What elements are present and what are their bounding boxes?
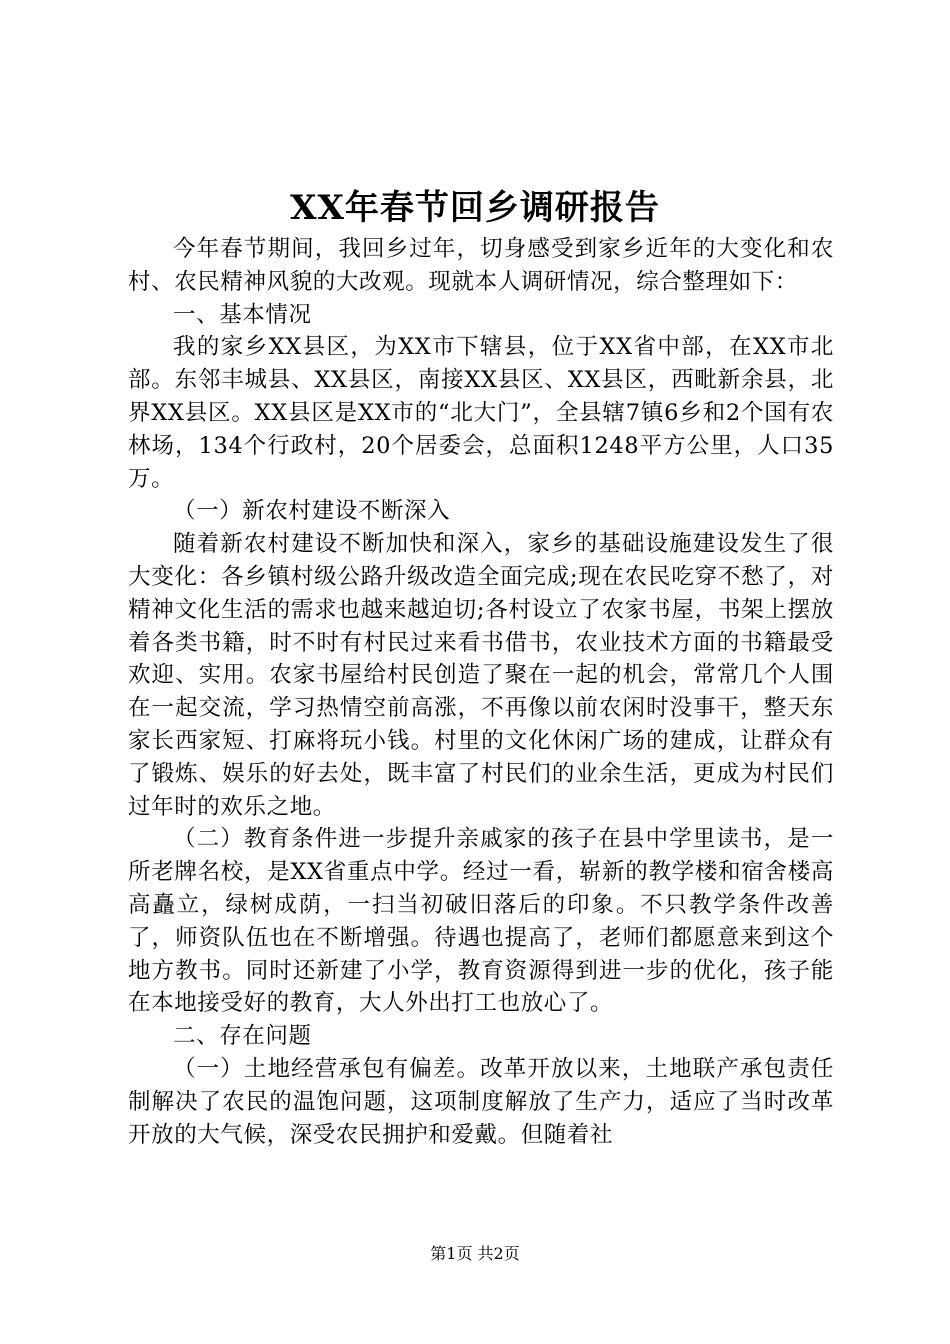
page-footer: 第1页 共2页: [430, 1244, 520, 1263]
paragraph-hometown: 我的家乡XX县区，为XX市下辖县，位于XX省中部，在XX市北部。东邻丰城县、XX县区，南接XX县区、XX县区，西毗新余县，北界XX县区。XX县区是XX市的“北大门”，全县辖7镇6乡和2个国有农林场，134个行政村，20个居委会，总面积1248平方公里，人口35万。: [128, 334, 834, 492]
paragraph-land-contract: （一）土地经营承包有偏差。改革开放以来，土地联产承包责任制解决了农民的温饱问题，这项制度解放了生产力，适应了当时改革开放的大气候，深受农民拥护和爱戴。但随着社: [128, 1055, 834, 1148]
paragraph-new-countryside: 随着新农村建设不断加快和深入，家乡的基础设施建设发生了很大变化：各乡镇村级公路升级改造全面完成;现在农民吃穿不愁了，对精神文化生活的需求也越来越迫切;各村设立了农家书屋，书架上摆放着各类书籍，时不时有村民过来看书借书，农业技术方面的书籍最受欢迎、实用。农家书屋给村民创造了聚在一起的机会，常常几个人围在一起交流，学习热情空前高涨，不再像以前农闲时没事干，整天东家长西家短、打麻将玩小钱。村里的文化休闲广场的建成，让群众有了锻炼、娱乐的好去处，既丰富了村民们的业余生活，更成为村民们过年时的欢乐之地。: [128, 531, 834, 820]
subsection-heading-new-countryside: （一）新农村建设不断深入: [173, 498, 451, 525]
document-body: [128, 233, 834, 1151]
section-heading-basic-situation: 一、基本情况: [173, 301, 312, 328]
section-heading-problems: 二、存在问题: [173, 1023, 312, 1050]
paragraph-intro: 今年春节期间，我回乡过年，切身感受到家乡近年的大变化和农村、农民精神风貌的大改观。现就本人调研情况，综合整理如下：: [128, 236, 834, 295]
document-title: XX年春节回乡调研报告: [290, 188, 660, 228]
paragraph-education: （二）教育条件进一步提升亲戚家的孩子在县中学里读书，是一所老牌名校，是XX省重点中学。经过一看，崭新的教学楼和宿舍楼高高矗立，绿树成荫，一扫当初破旧落后的印象。不只教学条件改善了，师资队伍也在不断增强。待遇也提高了，老师们都愿意来到这个地方教书。同时还新建了小学，教育资源得到进一步的优化，孩子能在本地接受好的教育，大人外出打工也放心了。: [128, 826, 834, 1017]
